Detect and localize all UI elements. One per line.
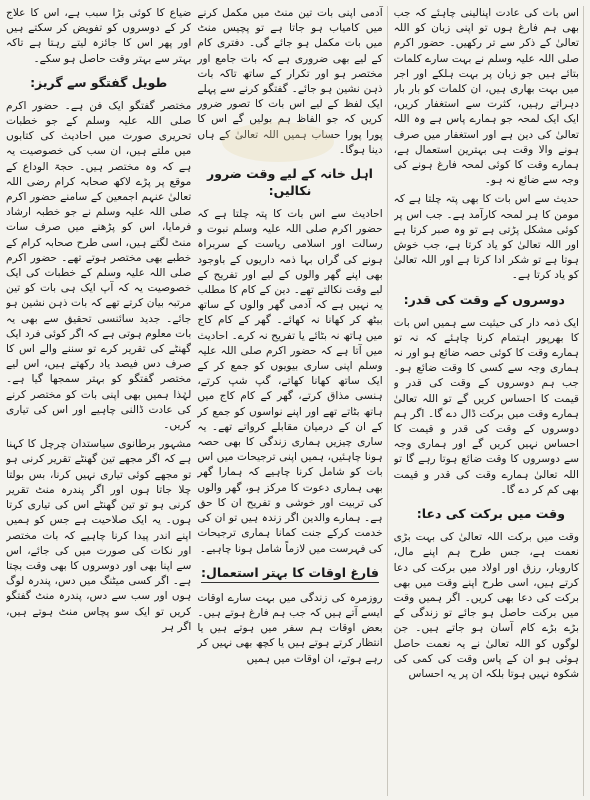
section-heading-text <box>394 505 579 522</box>
section-heading-text <box>197 564 382 583</box>
section-heading <box>197 162 382 203</box>
paragraph <box>197 207 382 557</box>
paragraph <box>394 192 579 283</box>
paragraph-text: مشہور برطانوی سیاستدان چرچل کا کہنا ہے کہ اگر مجھے تین گھنٹے تقریر کرنی ہو تو مجھے کوئی تیاری نہیں کرنا، بس بولتا چلا جاتا ہوں اور اگر پندرہ منٹ تقریر کرنی ہو تو تین گھنٹے اس کی تیاری کرتا ہوں۔ یہ ایک صلاحیت ہے جس کو ہمیں اپنے اندر پیدا کرنا چاہیے کہ بات مختصر اور نکات کی صورت میں کی جائے، اس سے اپنا بھی اور دوسروں کا بھی وقت بچتا ہے۔ اگر کسی میٹنگ میں دس، پندرہ لوگ ہوں اور سب سے دس، پندرہ منٹ گفتگو کریں تو ایک سو پچاس منٹ ہوتے ہیں، اگر ہر <box>6 438 192 633</box>
paragraph <box>394 6 579 188</box>
heading-label: وقت میں برکت کی دعا: <box>416 506 565 522</box>
section-heading-text <box>197 165 382 199</box>
column-middle <box>197 6 387 796</box>
section-heading <box>394 288 579 312</box>
paragraph-text: مختصر گفتگو ایک فن ہے۔ حضور اکرم صلی اللہ علیہ وسلم کے جو خطبات تحریری صورت میں احادیث کی کتابوں میں ملتے ہیں، ان سب کی خصوصیت یہ ہے کہ وہ مختصر ہیں۔ حجۃ الوداع کے موقع پر پڑے لاکھ صحابہ کرام رضی اللہ تعالیٰ عنہم اجمعین کے سامنے حضور اکرم صلی اللہ علیہ وسلم نے جو خطبہ ارشاد فرمایا، اس کو پڑھنے میں صرف سات منٹ لگتے ہیں، اسی طرح صحابہ کرام کے خطبے بھی مختصر ہوتے تھے۔ حضور اکرم صلی اللہ علیہ وسلم کے خطبات کی ایک خصوصیت یہ کہ آپ ایک ہی بات کو تین مرتبہ بیان کرتے تھے کہ بات ذہن نشین ہو جائے۔ جدید سائنسی تحقیق سے بھی یہ بات معلوم ہوتی ہے کہ اگر کوئی فرد ایک گھنٹے کی تقریر کرے تو سننے والے اس کا صرف دس فیصد یاد رکھتے ہیں، اس لیے مختصر گفتگو کو بہتر سمجھا گیا ہے۔ لہٰذا ہمیں بھی اپنی بات کو مختصر کرنے کی عادت ڈالنی چاہیے اور اس کی تیاری کریں۔ <box>6 99 192 432</box>
paragraph <box>6 437 191 635</box>
paragraph-text: وقت میں برکت اللہ تعالیٰ کی بہت بڑی نعمت ہے، جس طرح ہم اپنے مال، کاروبار، رزق اور اولاد میں برکت کی دعا کرتے ہیں، اسی طرح اپنے وقت میں بھی برکت کی دعا بھی کریں۔ اگر ہمیں وقت میں برکت حاصل ہو جائے تو زندگی کے بڑے بڑے کام آسان ہو جاتے ہیں۔ جن لوگوں کو اللہ تعالیٰ نے یہ نعمت حاصل ہوئی ہو ان کے پاس وقت کی کمی کی شکوہ نہیں ہوتا بلکہ ان پر یہ احساس <box>393 531 579 680</box>
paragraph-text: حدیث سے اس بات کا بھی پتہ چلتا ہے کہ مومن کا ہر لمحہ کارآمد ہے۔ جب اس پر کوئی مشکل پڑتی ہے تو وہ صبر کرتا ہے اور اللہ تعالیٰ کو یاد کرتا ہے، جب خوش ہوتا ہے تو شکر ادا کرتا ہے اور اللہ تعالیٰ کو یاد کرتا ہے۔ <box>393 193 579 282</box>
paragraph-text: احادیث سے اس بات کا پتہ چلتا ہے کہ حضور اکرم صلی اللہ علیہ وسلم نبوت و رسالت اور اسلامی ریاست کے سربراہ ہونے کی گراں بہا ذمہ داریوں کے باوجود بھی اپنے گھر والوں کے لیے اور تفریح کے لیے وقت نکالتے تھے۔ دین کے کام کا مطلب یہ نہیں ہے کہ آدمی گھر والوں کے ساتھ بیٹھ کر کھانا نہ کھائے۔ گھر کے کام کاج میں ہاتھ نہ بٹائے یا تفریح نہ کرے۔ احادیث میں آتا ہے کہ حضور اکرم صلی اللہ علیہ وسلم اپنی ساری بیویوں کو جمع کر کے ایک ساتھ کھانا کھاتے، گپ شپ کرتے، ہنسی مذاق کرتے، گھر کے کام کاج میں ہاتھ بٹاتے تھے اور اپنے نواسوں کو جمع کر کے ان کے درمیان مقابلے کرواتے تھے۔ یہ ساری چیزیں ہماری زندگی کا بھی حصہ ہونا چاہئیں، ہمیں اپنی ترجیحات میں اس بات کو شامل کرنا چاہیے کہ ہمارا گھر بھی ہماری دعوت کا مرکز ہو، گھر والوں کی تربیت اور خوشی و تفریح ان کا حق ہے۔ ہمارے والدین اگر زندہ ہیں تو ان کی خدمت کرکے جنت کمانا ہماری ترجیحات کی فہرست میں لازماً شامل ہونا چاہیے۔ <box>197 208 383 555</box>
paragraph-text: ضیاع کا کوئی بڑا سبب ہے، اس کا علاج کر کے دوسروں کو تفویض کر سکتے ہیں اور پھر اس کا جائزہ لیتے رہتا ہے تاکہ بہتر سے بہتر وقت حاصل ہو سکے۔ <box>6 7 192 65</box>
section-heading-text <box>6 74 191 91</box>
paragraph <box>6 99 191 433</box>
section-heading <box>394 502 579 526</box>
section-heading-text <box>394 291 579 308</box>
paragraph <box>197 6 382 158</box>
column-right <box>6 6 191 796</box>
paragraph <box>394 530 579 682</box>
heading-label: دوسروں کے وقت کی قدر: <box>403 291 565 307</box>
section-heading <box>6 71 191 95</box>
heading-label: اہل خانہ کے لیے وقت ضرور نکالیں: <box>207 166 373 199</box>
paragraph <box>197 591 382 667</box>
paragraph-text: آدمی اپنی بات تین منٹ میں مکمل کرنے میں کامیاب ہو جاتا ہے تو پچیس منٹ میں بات مکمل ہو جائے گی۔ دفتری کام کے لیے بھی ضروری ہے کہ بات جامع اور مختصر ہو اور تکرار کے ساتھ تاکہ بات ذہن نشین ہو جائے۔ گفتگو کرنے سے پہلے ایک لفظ کے لیے اس بات کا تصور ضرور کریں کہ جو الفاظ ہم بولیں گے اس کا پورا پورا حساب ہمیں اللہ تعالیٰ کے ہاں دینا ہوگا۔ <box>197 7 383 156</box>
column-left <box>394 6 584 796</box>
paragraph-text: اس بات کی عادت اپنالینی چاہئے کہ جب بھی ہم فارغ ہوں تو اپنی زبان کو اللہ تعالیٰ کے ذکر سے تر رکھیں۔ حضور اکرم صلی اللہ علیہ وسلم نے بہت سارے کلمات بتائے ہیں جو زبان پر بہت ہلکے اور اجر میں بہت بھاری ہیں، ان کلمات کو بار بار دہراتے رہیں، کثرت سے استغفار کریں، ایک ایک لمحہ جو ہمارے پاس ہے وہ اللہ تعالیٰ کی دین ہے اور استغفار میں صرف ہونے والا وقت ہی بہترین استعمال ہے، ہمارے وقت کا کوئی لمحہ فارغ ہونے کی وجہ سے ضائع نہ ہو۔ <box>393 7 579 187</box>
paragraph-text: روزمرہ کی زندگی میں بہت سارے اوقات ایسے آتے ہیں کہ جب ہم فارغ ہوتے ہیں۔ بعض اوقات ہم سفر میں ہوتے ہیں یا انتظار کرتے ہوتے ہیں یا کچھ بھی نہیں کر رہے ہوتے، ان اوقات میں ہمیں <box>197 591 383 665</box>
heading-label: فارغ اوقات کا بہتر استعمال: <box>201 564 379 583</box>
paragraph-text: ایک ذمہ دار کی حیثیت سے ہمیں اس بات کا بھرپور اہتمام کرنا چاہئے کہ نہ تو ہمارے وقت کا کوئی حصہ ضائع ہو اور نہ ہماری وجہ سے کسی کا وقت ضائع ہو۔ جب ہم دوسروں کے وقت کی قدر و قیمت کا احساس کریں گے تو اللہ تعالیٰ ہمارے وقت میں برکت ڈال دے گا۔ اگر ہم دوسروں کے وقت کی قدر و قیمت کا احساس نہیں کریں گے اور ہماری وجہ سے دوسروں کا وقت ضائع ہوتا رہے گا تو اللہ تعالیٰ ہمارے وقت کی قدر و قیمت بھی کم کر دے گا۔ <box>393 316 579 496</box>
paragraph <box>6 6 191 67</box>
section-heading <box>197 561 382 587</box>
paragraph <box>394 316 579 498</box>
heading-label: طویل گفتگو سے گریز: <box>30 74 168 90</box>
